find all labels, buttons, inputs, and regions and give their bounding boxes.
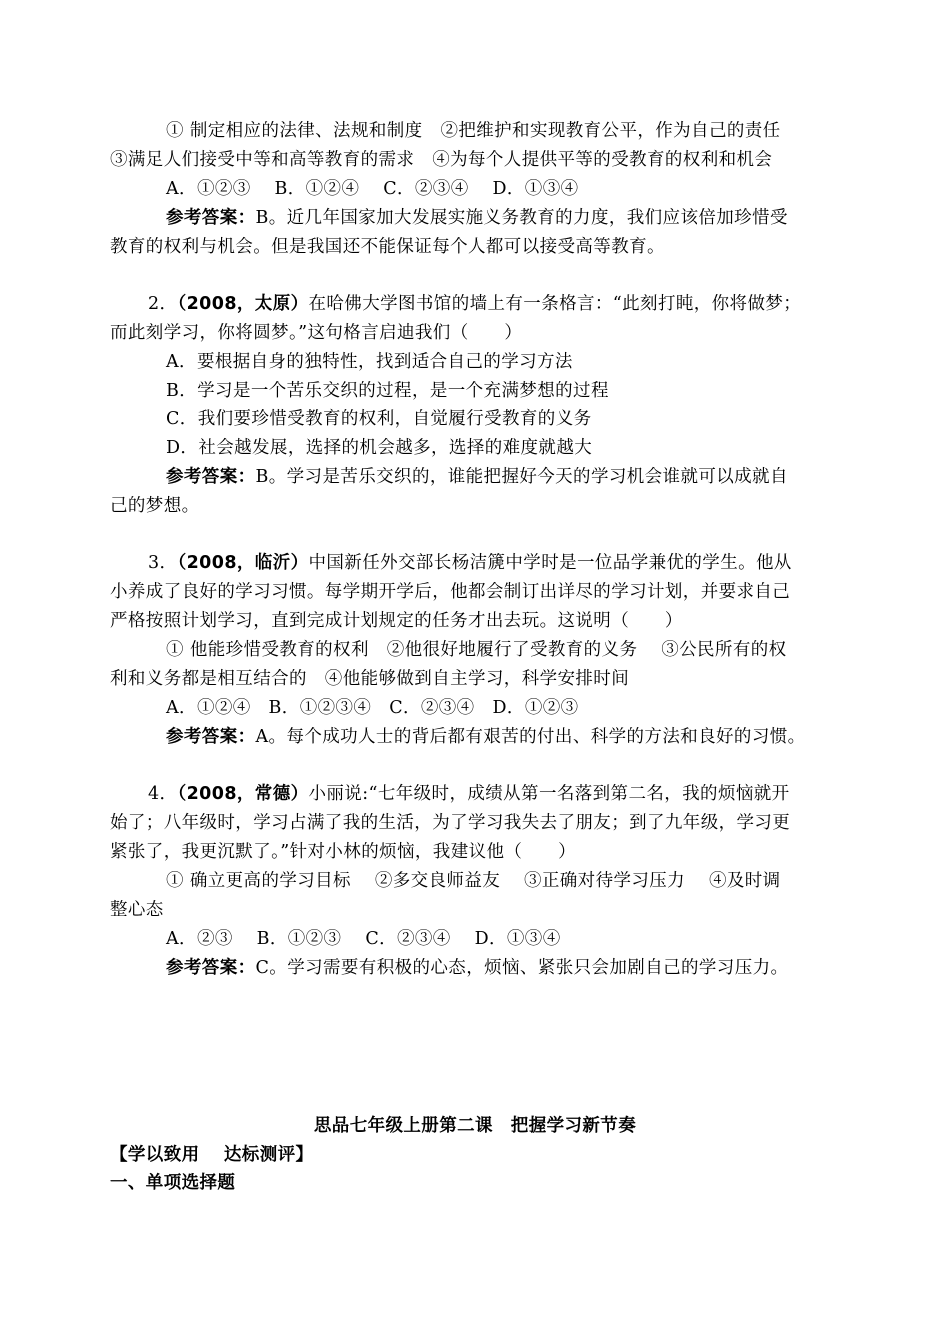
section-title: 思品七年级上册第二课 把握学习新节奏 [313,1116,637,1136]
q1-options-line-1: ① 制定相应的法律、法规和制度 ②把维护和实现教育公平，作为自己的责任 [166,121,781,141]
answer-text: A。每个成功人士的背后都有艰苦的付出、科学的方法和良好的习惯。 [255,727,806,747]
q2-stem-line-1 [148,290,801,318]
q3-choices: A．①②④ B．①②③④ C．②③④ D．①②③ [166,698,579,718]
answer-label: 参考答案： [166,727,256,747]
section-part-heading: 一、单项选择题 [110,1173,236,1193]
answer-text: C。学习需要有积极的心态，烦恼、紧张只会加剧自己的学习压力。 [255,958,789,978]
q3-options-line-2: 利和义务都是相互结合的 ④他能够做到自主学习，科学安排时间 [110,669,630,689]
q4-stem-line-1 [148,780,790,808]
question-stem: 小丽说:“七年级时，成绩从第一名落到第二名，我的烦恼就开 [308,784,790,804]
answer-label: 参考答案： [166,958,256,978]
q3-answer-line-1 [166,723,806,751]
q2-answer-line-2: 己的梦想。 [110,496,200,516]
q3-stem-line-1 [148,549,792,577]
section-subtitle: 【学以致用 达标测评】 [110,1145,314,1165]
q4-stem-line-2: 始了；八年级时，学习占满了我的生活，为了学习我失去了朋友；到了九年级，学习更 [110,813,791,833]
answer-label: 参考答案： [166,467,256,487]
question-source: （2008，临沂） [177,553,309,573]
q2-option-c: C．我们要珍惜受教育的权利，自觉履行受教育的义务 [166,409,592,429]
q1-answer-line-2: 教育的权利与机会。但是我国还不能保证每个人都可以接受高等教育。 [110,237,665,257]
q3-stem-line-3: 严格按照计划学习，直到完成计划规定的任务才出去玩。这说明（ ） [110,611,683,631]
q4-stem-line-3: 紧张了，我更沉默了。”针对小林的烦恼，我建议他（ ） [110,842,576,862]
q4-options-line-1: ① 确立更高的学习目标 ②多交良师益友 ③正确对待学习压力 ④及时调 [166,871,781,891]
question-source: （2008，常德） [177,784,309,804]
question-number: 2． [148,294,178,314]
q2-option-a: A．要根据自身的独特性，找到适合自己的学习方法 [166,352,573,372]
q3-options-line-1: ① 他能珍惜受教育的权利 ②他很好地履行了受教育的义务 ③公民所有的权 [166,640,787,660]
q3-stem-line-2: 小养成了良好的学习习惯。每学期开学后，他都会制订出详尽的学习计划，并要求自己 [110,582,791,602]
q2-option-d: D．社会越发展，选择的机会越多，选择的难度就越大 [166,438,593,458]
question-source: （2008，太原） [177,294,309,314]
answer-text: B。学习是苦乐交织的，谁能把握好今天的学习机会谁就可以成就自 [255,467,788,487]
q2-stem-line-2: 而此刻学习，你将圆梦。”这句格言启迪我们（ ） [110,323,523,343]
q4-options-line-2: 整心态 [110,900,164,920]
q4-choices: A．②③ B．①②③ C．②③④ D．①③④ [166,929,561,949]
q1-answer-line-1 [166,204,788,232]
question-stem: 中国新任外交部长杨洁篪中学时是一位品学兼优的学生。他从 [308,553,792,573]
q1-choices: A．①②③ B．①②④ C．②③④ D．①③④ [166,179,579,199]
answer-text: B。近几年国家加大发展实施义务教育的力度，我们应该倍加珍惜受 [255,208,788,228]
question-number: 4． [148,784,178,804]
answer-label: 参考答案： [166,208,256,228]
question-number: 3． [148,553,178,573]
question-stem: 在哈佛大学图书馆的墙上有一条格言：“此刻打盹，你将做梦； [308,294,802,314]
q2-option-b: B．学习是一个苦乐交织的过程，是一个充满梦想的过程 [166,381,609,401]
q2-answer-line-1 [166,463,788,491]
q1-options-line-2: ③满足人们接受中等和高等教育的需求 ④为每个人提供平等的受教育的权利和机会 [110,150,773,170]
q4-answer-line-1 [166,954,788,982]
